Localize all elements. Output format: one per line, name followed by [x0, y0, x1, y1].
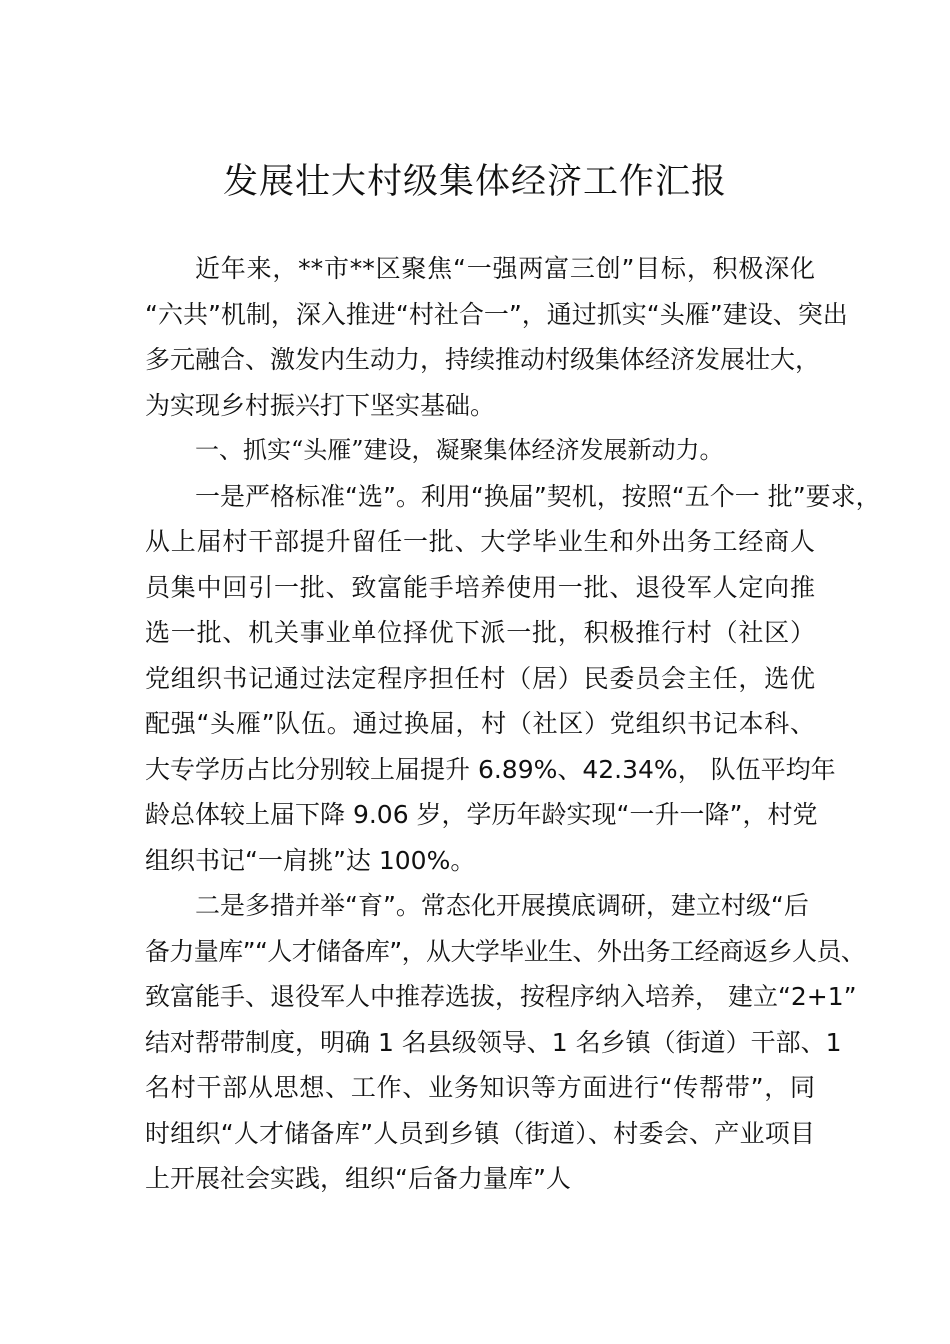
- intro-paragraph: [145, 246, 848, 428]
- text-line: “六共”机制，深入推进“村社合一”，通过抓实“头雁”建设、突出: [145, 299, 848, 329]
- text-line: 二是多措并举“育”。常态化开展摸底调研，建立村级“后: [195, 891, 809, 920]
- text-line: 从上届村干部提升留任一批、大学毕业生和外出务工经商人: [145, 527, 815, 556]
- text-line: 名村干部从思想、工作、业务知识等方面进行“传帮带”，同: [145, 1073, 815, 1102]
- document-body: [145, 246, 881, 1202]
- paragraph-train: [145, 883, 866, 1202]
- text-line: 员集中回引一批、致富能手培养使用一批、退役军人定向推: [145, 572, 815, 602]
- section-heading: 一、抓实“头雁”建设，凝聚集体经济发展新动力。: [195, 436, 724, 464]
- text-line: 近年来，**市**区聚焦“一强两富三创”目标，积极深化: [195, 254, 815, 283]
- text-line: 多元融合、激发内生动力，持续推动村级集体经济发展壮大，: [145, 345, 821, 374]
- paragraph-select: [145, 474, 881, 884]
- text-line: 结对帮带制度，明确 1 名县级领导、1 名乡镇（街道）干部、1: [145, 1027, 842, 1057]
- text-line: 时组织“人才储备库”人员到乡镇（街道）、村委会、产业项目: [145, 1118, 815, 1148]
- text-line: 选一批、机关事业单位择优下派一批，积极推行村（社区）: [145, 618, 815, 647]
- text-line: 龄总体较上届下降 9.06 岁，学历年龄实现“一升一降”，村党: [145, 800, 818, 829]
- text-line: 致富能手、退役军人中推荐选拔，按程序纳入培养， 建立“2+1”: [145, 982, 857, 1011]
- text-line: 为实现乡村振兴打下坚实基础。: [145, 390, 496, 420]
- text-line: 党组织书记通过法定程序担任村（居）民委员会主任，选优: [145, 663, 815, 693]
- text-line: 一是严格标准“选”。利用“换届”契机，按照“五个一 批”要求，: [195, 481, 881, 511]
- text-line: 组织书记“一肩挑”达 100%。: [145, 845, 476, 875]
- text-line: 上开展社会实践，组织“后备力量库”人: [145, 1164, 571, 1193]
- text-line: 大专学历占比分别较上届提升 6.89%、42.34%， 队伍平均年: [145, 754, 836, 784]
- text-line: 备力量库”“人才储备库”，从大学毕业生、外出务工经商返乡人员、: [145, 936, 866, 966]
- text-line: 配强“头雁”队伍。通过换届，村（社区）党组织书记本科、: [145, 709, 815, 738]
- document-title: 发展壮大村级集体经济工作汇报: [222, 162, 727, 202]
